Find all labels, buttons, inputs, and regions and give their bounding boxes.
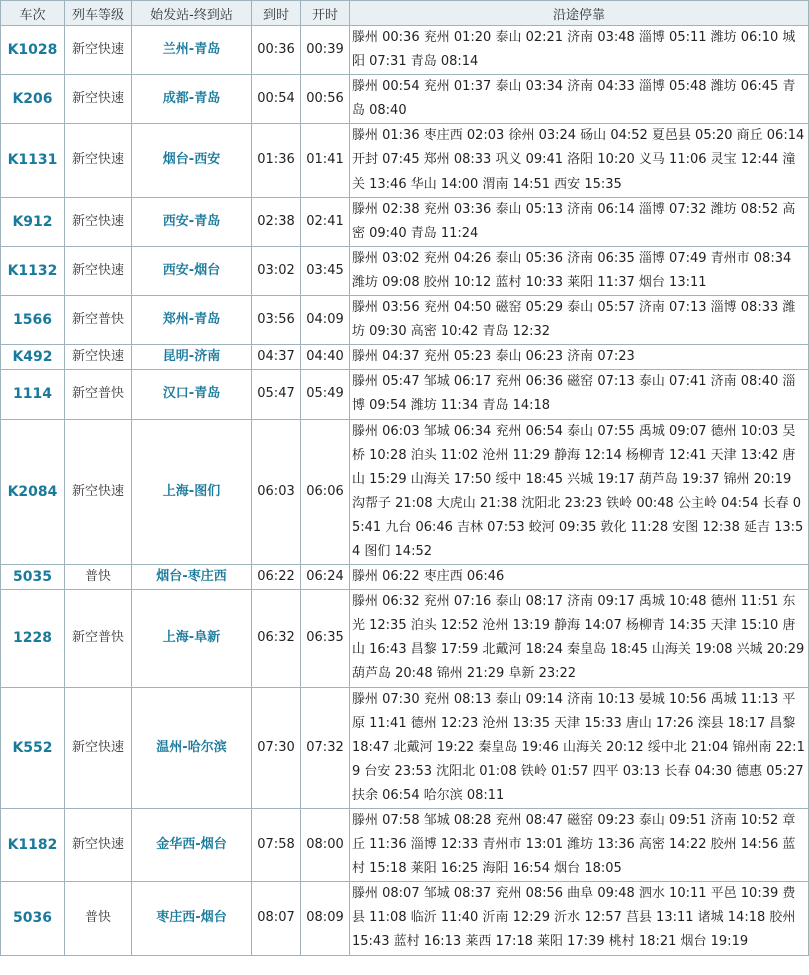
header-row xyxy=(1,1,809,26)
header-departure-time: 开时 xyxy=(301,1,350,26)
stops-list: 滕州 07:30 兖州 08:13 泰山 09:14 济南 10:13 晏城 10:56 禹城 11:13 平原 11:41 德州 12:23 沧州 13:35 天津 15:33 唐山 17:26 滦县 18:17 昌黎 18:47 北戴河 19:22 秦皇岛 19:46 山海关 20:12 绥中北 21:04 锦州南 22:19 台安 23:53 沈阳北 01:08 铁岭 01:57 四平 03:13 长春 04:30 德惠 05:27 扶余 06:54 哈尔滨 08:11 xyxy=(350,687,809,808)
arrival-time: 00:54 xyxy=(252,75,301,124)
train-route: 汉口-青岛 xyxy=(132,370,252,419)
table-row xyxy=(1,565,809,590)
train-number: 1114 xyxy=(1,370,65,419)
arrival-time: 07:30 xyxy=(252,687,301,808)
train-number: K2084 xyxy=(1,419,65,565)
arrival-time: 03:56 xyxy=(252,296,301,345)
train-grade: 新空快速 xyxy=(65,687,132,808)
stops-list: 滕州 02:38 兖州 03:36 泰山 05:13 济南 06:14 淄博 07:32 潍坊 08:52 高密 09:40 青岛 11:24 xyxy=(350,197,809,246)
table-row xyxy=(1,246,809,295)
train-route: 昆明-济南 xyxy=(132,345,252,370)
train-number: 1566 xyxy=(1,296,65,345)
table-row xyxy=(1,197,809,246)
departure-time: 07:32 xyxy=(301,687,350,808)
table-row xyxy=(1,296,809,345)
arrival-time: 00:36 xyxy=(252,26,301,75)
stops-list: 滕州 08:07 邹城 08:37 兖州 08:56 曲阜 09:48 泗水 10:11 平邑 10:39 费县 11:08 临沂 11:40 沂南 12:29 沂水 12:57 莒县 13:11 诸城 14:18 胶州 15:43 蓝村 16:13 莱西 17:18 莱阳 17:39 桃村 18:21 烟台 19:19 xyxy=(350,882,809,955)
train-number: 1228 xyxy=(1,590,65,687)
arrival-time: 06:22 xyxy=(252,565,301,590)
train-number: K206 xyxy=(1,75,65,124)
departure-time: 03:45 xyxy=(301,246,350,295)
departure-time: 01:41 xyxy=(301,124,350,197)
departure-time: 08:00 xyxy=(301,809,350,882)
table-row xyxy=(1,809,809,882)
train-route: 西安-烟台 xyxy=(132,246,252,295)
arrival-time: 06:03 xyxy=(252,419,301,565)
stops-list: 滕州 06:22 枣庄西 06:46 xyxy=(350,565,809,590)
arrival-time: 07:58 xyxy=(252,809,301,882)
train-route: 金华西-烟台 xyxy=(132,809,252,882)
departure-time: 08:09 xyxy=(301,882,350,955)
train-grade: 新空普快 xyxy=(65,590,132,687)
stops-list: 滕州 01:36 枣庄西 02:03 徐州 03:24 砀山 04:52 夏邑县 05:20 商丘 06:14 开封 07:45 郑州 08:33 巩义 09:41 洛阳 10:20 义马 11:06 灵宝 12:44 潼关 13:46 华山 14:00 渭南 14:51 西安 15:35 xyxy=(350,124,809,197)
departure-time: 06:06 xyxy=(301,419,350,565)
departure-time: 04:09 xyxy=(301,296,350,345)
train-number: K1132 xyxy=(1,246,65,295)
train-route: 枣庄西-烟台 xyxy=(132,882,252,955)
train-grade: 普快 xyxy=(65,565,132,590)
train-route: 温州-哈尔滨 xyxy=(132,687,252,808)
header-arrival-time: 到时 xyxy=(252,1,301,26)
table-row xyxy=(1,370,809,419)
arrival-time: 03:02 xyxy=(252,246,301,295)
train-number: 5036 xyxy=(1,882,65,955)
train-grade: 新空快速 xyxy=(65,124,132,197)
train-grade: 新空快速 xyxy=(65,26,132,75)
table-row xyxy=(1,345,809,370)
departure-time: 06:35 xyxy=(301,590,350,687)
stops-list: 滕州 07:58 邹城 08:28 兖州 08:47 磁窑 09:23 泰山 09:51 济南 10:52 章丘 11:36 淄博 12:33 青州市 13:01 潍坊 13:36 高密 14:22 胶州 14:56 蓝村 15:18 莱阳 16:25 海阳 16:54 烟台 18:05 xyxy=(350,809,809,882)
train-route: 西安-青岛 xyxy=(132,197,252,246)
train-number: K1131 xyxy=(1,124,65,197)
header-route: 始发站-终到站 xyxy=(132,1,252,26)
train-grade: 新空快速 xyxy=(65,345,132,370)
stops-list: 滕州 04:37 兖州 05:23 泰山 06:23 济南 07:23 xyxy=(350,345,809,370)
train-route: 烟台-枣庄西 xyxy=(132,565,252,590)
stops-list: 滕州 06:03 邹城 06:34 兖州 06:54 泰山 07:55 禹城 09:07 德州 10:03 吴桥 10:28 泊头 11:02 沧州 11:29 静海 12:14 杨柳青 12:41 天津 13:42 唐山 15:29 山海关 17:50 绥中 18:45 兴城 19:17 葫芦岛 19:37 锦州 20:19 沟帮子 21:08 大虎山 21:38 沈阳北 23:23 铁岭 00:48 公主岭 04:54 长春 05:41 九台 06:46 吉林 07:53 蛟河 09:35 敦化 11:28 安图 12:38 延吉 13:54 图们 14:52 xyxy=(350,419,809,565)
arrival-time: 05:47 xyxy=(252,370,301,419)
stops-list: 滕州 03:02 兖州 04:26 泰山 05:36 济南 06:35 淄博 07:49 青州市 08:34 潍坊 09:08 胶州 10:12 蓝村 10:33 莱阳 11:37 烟台 13:11 xyxy=(350,246,809,295)
arrival-time: 06:32 xyxy=(252,590,301,687)
train-route: 兰州-青岛 xyxy=(132,26,252,75)
table-row xyxy=(1,687,809,808)
train-grade: 新空快速 xyxy=(65,246,132,295)
departure-time: 00:56 xyxy=(301,75,350,124)
table-row xyxy=(1,26,809,75)
header-stops: 沿途停靠 xyxy=(350,1,809,26)
train-grade: 新空快速 xyxy=(65,197,132,246)
table-row xyxy=(1,590,809,687)
stops-list: 滕州 00:36 兖州 01:20 泰山 02:21 济南 03:48 淄博 05:11 潍坊 06:10 城阳 07:31 青岛 08:14 xyxy=(350,26,809,75)
train-grade: 新空快速 xyxy=(65,75,132,124)
departure-time: 04:40 xyxy=(301,345,350,370)
departure-time: 00:39 xyxy=(301,26,350,75)
train-number: K552 xyxy=(1,687,65,808)
stops-list: 滕州 05:47 邹城 06:17 兖州 06:36 磁窑 07:13 泰山 07:41 济南 08:40 淄博 09:54 潍坊 11:34 青岛 14:18 xyxy=(350,370,809,419)
train-grade: 新空普快 xyxy=(65,370,132,419)
train-number: K1028 xyxy=(1,26,65,75)
train-number: K492 xyxy=(1,345,65,370)
header-train-number: 车次 xyxy=(1,1,65,26)
train-route: 郑州-青岛 xyxy=(132,296,252,345)
departure-time: 02:41 xyxy=(301,197,350,246)
train-number: 5035 xyxy=(1,565,65,590)
train-number: K1182 xyxy=(1,809,65,882)
departure-time: 05:49 xyxy=(301,370,350,419)
stops-list: 滕州 06:32 兖州 07:16 泰山 08:17 济南 09:17 禹城 10:48 德州 11:51 东光 12:35 泊头 12:52 沧州 13:19 静海 14:07 杨柳青 14:35 天津 15:10 唐山 16:43 昌黎 17:59 北戴河 18:24 秦皇岛 18:45 山海关 19:08 兴城 20:29 葫芦岛 20:48 锦州 21:29 阜新 23:22 xyxy=(350,590,809,687)
table-row xyxy=(1,75,809,124)
train-route: 烟台-西安 xyxy=(132,124,252,197)
train-route: 上海-图们 xyxy=(132,419,252,565)
arrival-time: 04:37 xyxy=(252,345,301,370)
train-number: K912 xyxy=(1,197,65,246)
stops-list: 滕州 03:56 兖州 04:50 磁窑 05:29 泰山 05:57 济南 07:13 淄博 08:33 潍坊 09:30 高密 10:42 青岛 12:32 xyxy=(350,296,809,345)
arrival-time: 01:36 xyxy=(252,124,301,197)
header-train-grade: 列车等级 xyxy=(65,1,132,26)
table-row xyxy=(1,419,809,565)
train-route: 成都-青岛 xyxy=(132,75,252,124)
table-row xyxy=(1,124,809,197)
arrival-time: 02:38 xyxy=(252,197,301,246)
table-row xyxy=(1,882,809,955)
train-grade: 新空快速 xyxy=(65,809,132,882)
stops-list: 滕州 00:54 兖州 01:37 泰山 03:34 济南 04:33 淄博 05:48 潍坊 06:45 青岛 08:40 xyxy=(350,75,809,124)
train-route: 上海-阜新 xyxy=(132,590,252,687)
departure-time: 06:24 xyxy=(301,565,350,590)
train-grade: 新空普快 xyxy=(65,296,132,345)
arrival-time: 08:07 xyxy=(252,882,301,955)
train-grade: 普快 xyxy=(65,882,132,955)
train-grade: 新空快速 xyxy=(65,419,132,565)
